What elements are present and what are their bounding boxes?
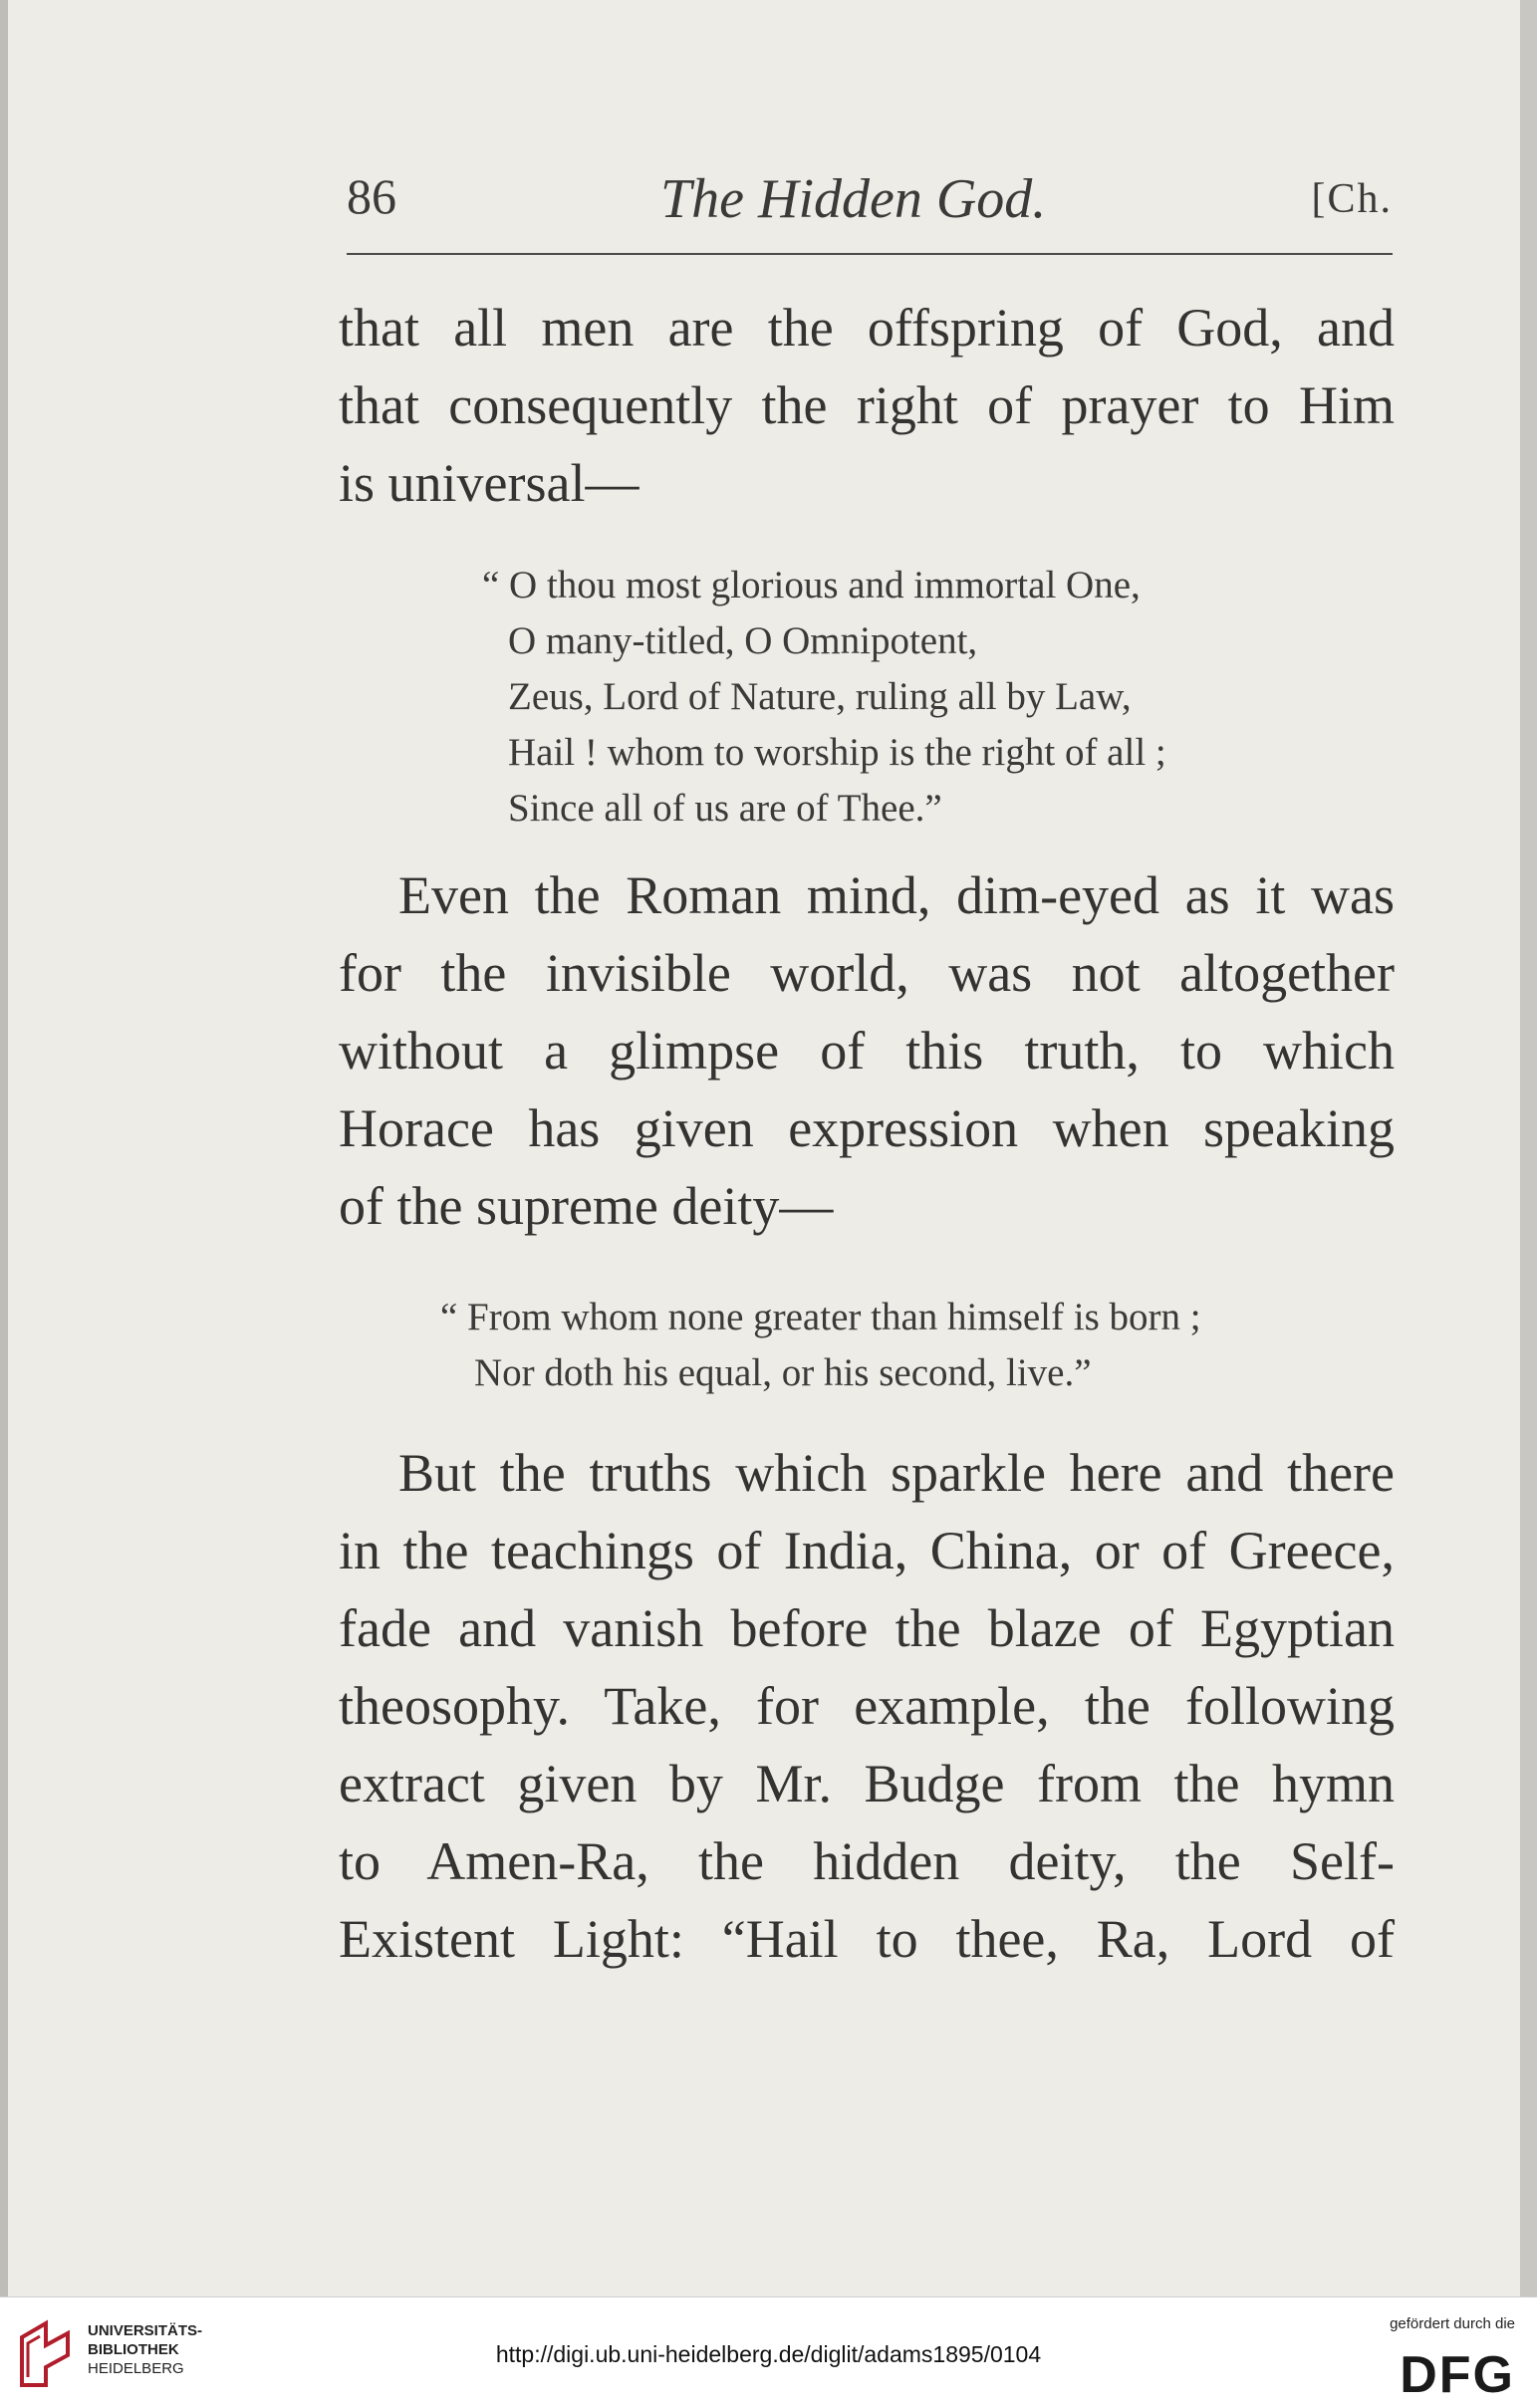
page-number: 86 xyxy=(347,168,396,224)
text-line: for the invisible world, was not altogether xyxy=(339,943,1395,1003)
dfg-logo: DFG xyxy=(1400,2346,1515,2404)
verse-line: Hail ! whom to worship is the right of all ; xyxy=(508,731,1166,774)
text-line: extract given by Mr. Budge from the hymn xyxy=(339,1754,1395,1813)
text-line: that consequently the right of prayer to Him xyxy=(339,375,1395,435)
text-line: to Amen-Ra, the hidden deity, the Self- xyxy=(339,1831,1395,1891)
chapter-marker: [Ch. xyxy=(1311,176,1393,222)
paragraph-1 xyxy=(339,289,1395,522)
page-edge-right xyxy=(1520,0,1537,2296)
text-line: theosophy. Take, for example, the following xyxy=(339,1676,1395,1736)
verse-line: Zeus, Lord of Nature, ruling all by Law, xyxy=(508,675,1132,718)
verse-line: O many-titled, O Omnipotent, xyxy=(508,619,978,662)
page-header xyxy=(347,167,1393,237)
paragraph-2 xyxy=(339,856,1395,1245)
funded-by-label: gefördert durch die xyxy=(1390,2315,1515,2332)
permalink-url[interactable]: http://digi.ub.uni-heidelberg.de/diglit/adams1895/0104 xyxy=(495,2341,1042,2367)
verse-line: “ From whom none greater than himself is born ; xyxy=(440,1296,1201,1338)
verse-quote-2 xyxy=(440,1290,1201,1401)
page-edge-left xyxy=(0,0,8,2296)
library-name-line: HEIDELBERG xyxy=(88,2360,184,2377)
verse-line: “ O thou most glorious and immortal One, xyxy=(482,564,1141,606)
library-name-line: BIBLIOTHEK xyxy=(88,2341,179,2358)
text-line: Horace has given expression when speaking xyxy=(339,1098,1395,1158)
text-line: that all men are the offspring of God, and xyxy=(339,298,1395,358)
text-line: Even the Roman mind, dim-eyed as it was xyxy=(398,865,1395,925)
text-line: fade and vanish before the blaze of Egyptian xyxy=(339,1598,1395,1658)
text-line: of the supreme deity— xyxy=(339,1176,834,1236)
verse-quote-1 xyxy=(482,558,1166,837)
viewer-footer xyxy=(0,2296,1537,2408)
library-name-line: UNIVERSITÄTS- xyxy=(88,2322,203,2339)
text-line: in the teachings of India, China, or of Greece, xyxy=(339,1521,1395,1580)
text-line: without a glimpse of this truth, to which xyxy=(339,1021,1395,1081)
running-title: The Hidden God. xyxy=(660,168,1047,230)
text-line: But the truths which sparkle here and there xyxy=(398,1443,1395,1503)
paragraph-3 xyxy=(339,1434,1395,1978)
text-line: Existent Light: “Hail to thee, Ra, Lord of xyxy=(339,1909,1395,1969)
verse-line: Nor doth his equal, or his second, live.” xyxy=(474,1351,1092,1394)
text-line: is universal— xyxy=(339,453,640,513)
verse-line: Since all of us are of Thee.” xyxy=(508,787,942,830)
header-rule xyxy=(347,253,1393,255)
